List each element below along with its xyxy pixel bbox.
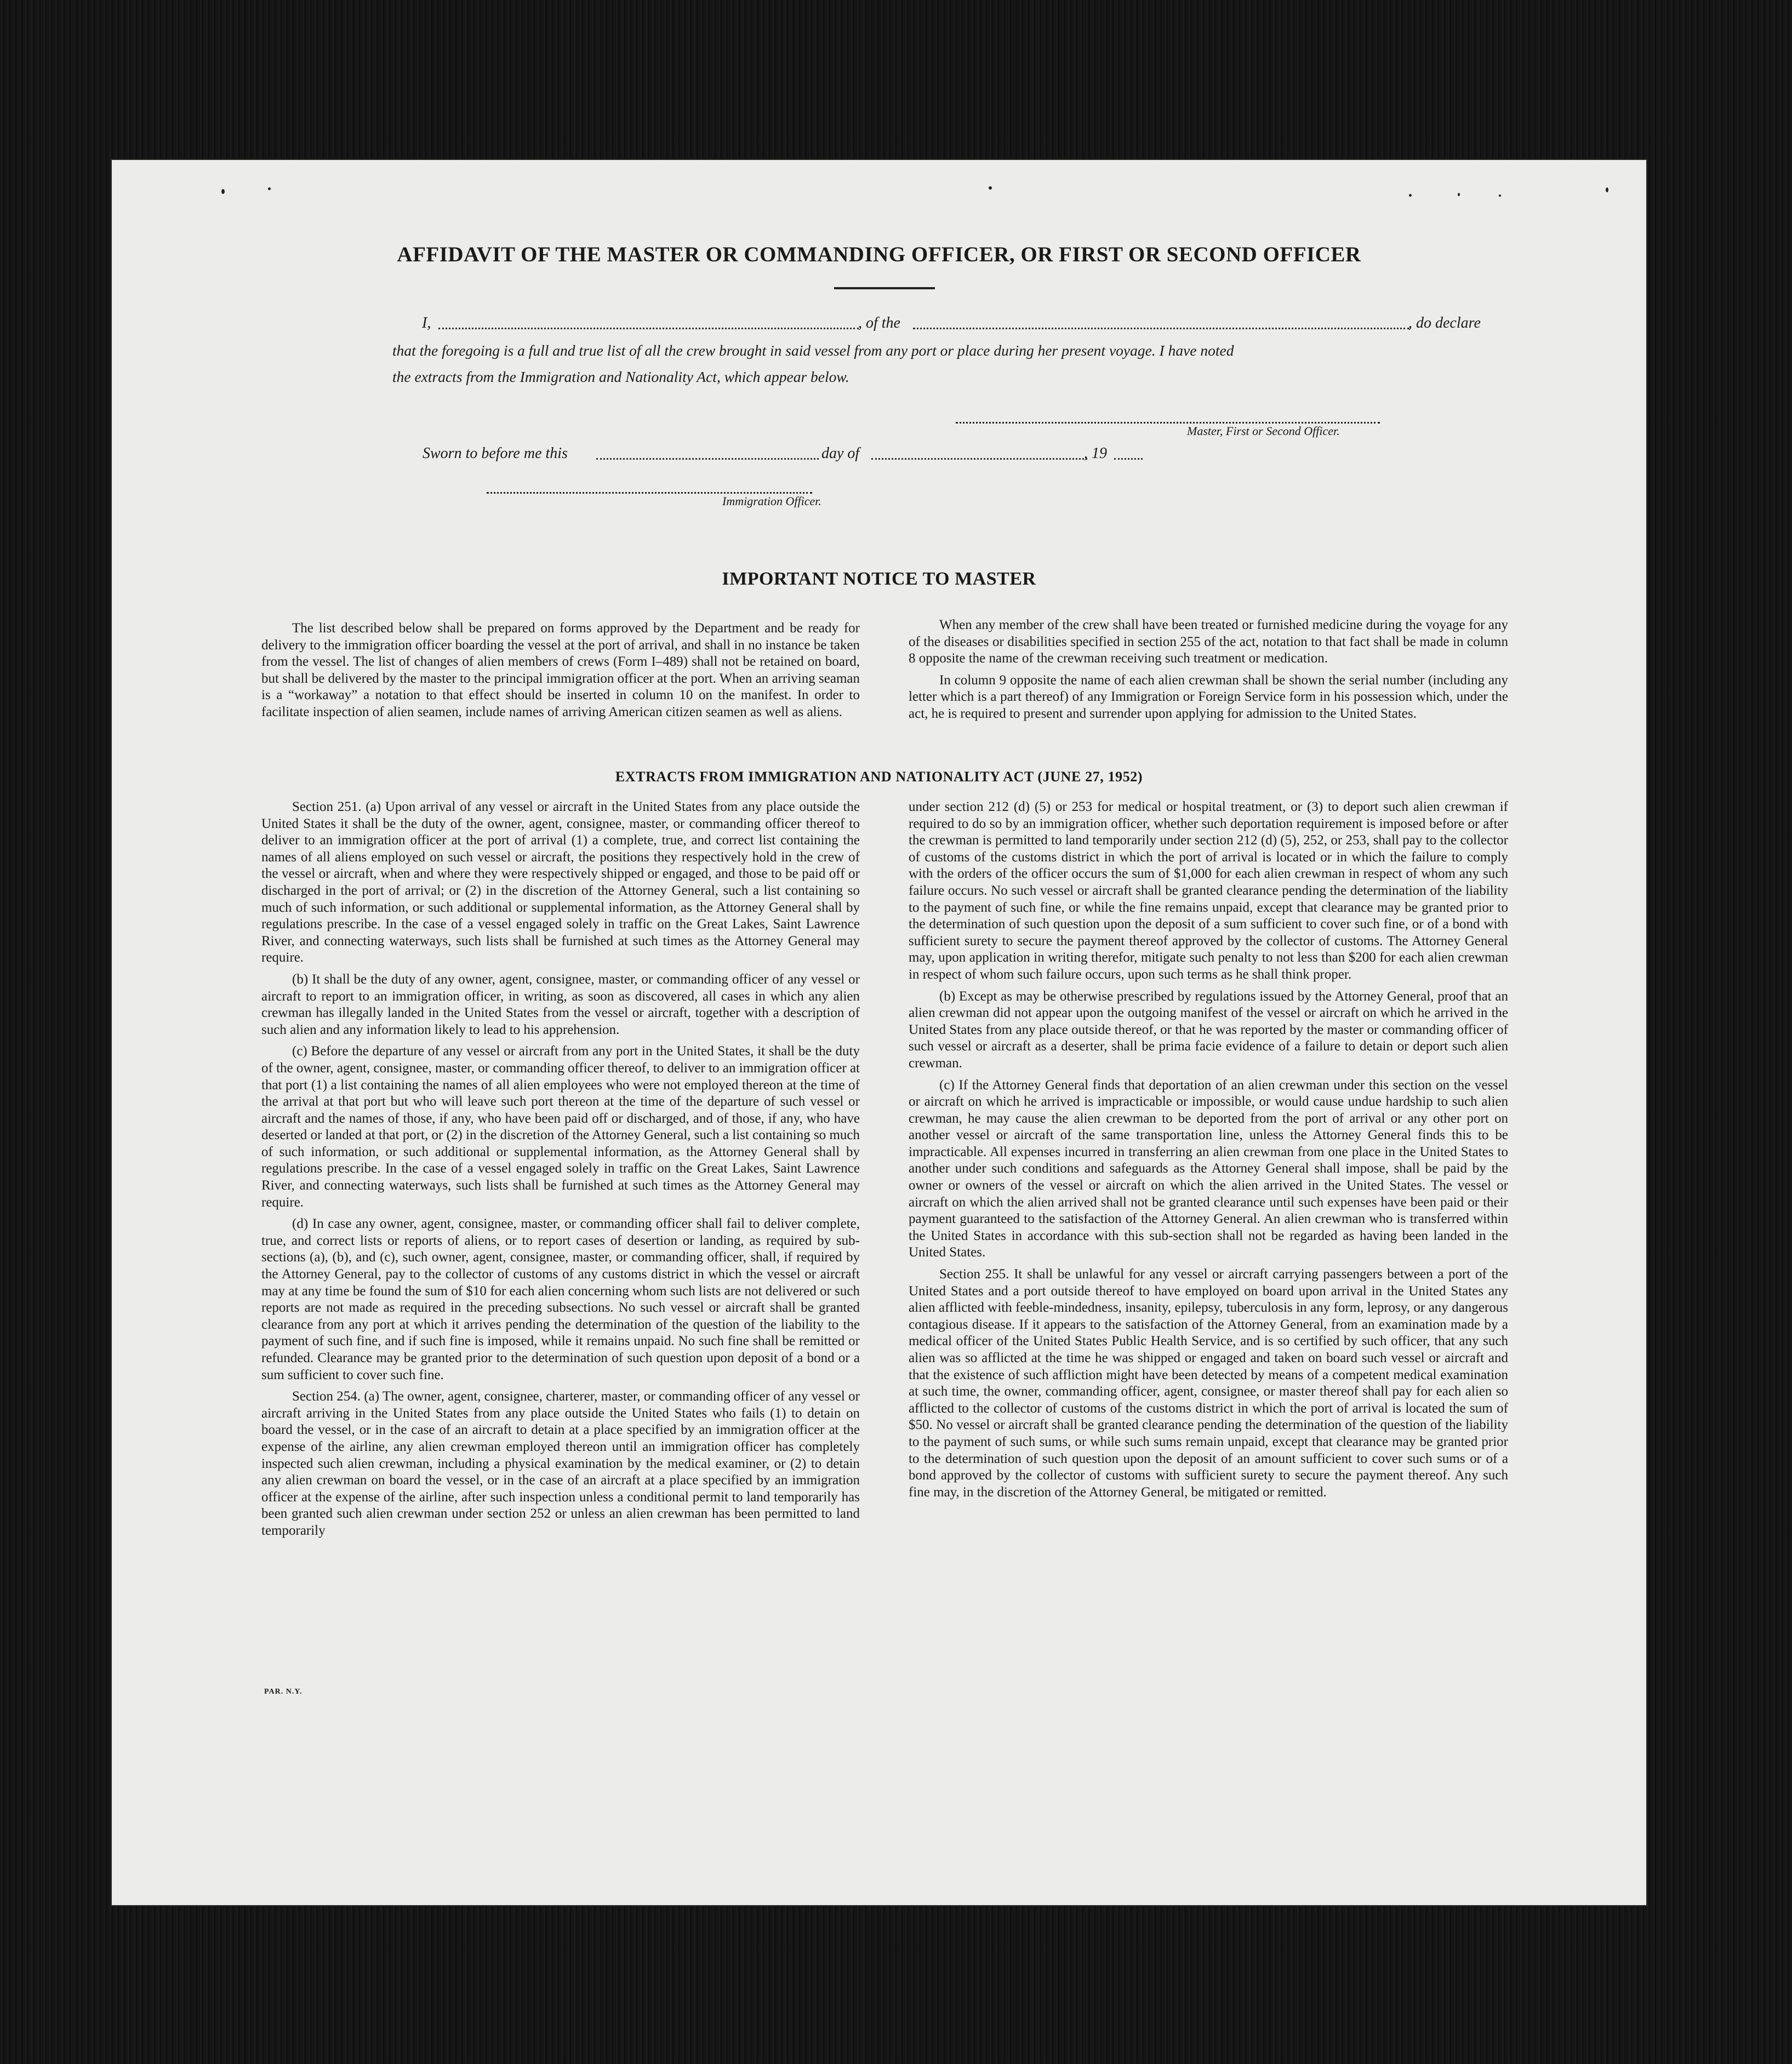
- statute-paragraph: under section 212 (d) (5) or 253 for medical or hospital treatment, or (3) to deport such alien crewman if required to do so by an immigration officer, whether such deportation requirement is imposed before or after the crewman is permitted to land temporarily under section 212 (d) (5), 252, or 253, shall pay to the collector of customs of the customs district in which the port of arrival is located or in which the failure to comply with the orders of the officer occurs the sum of $1,000 for each alien crewman in respect of whom any such failure occurs. No such vessel or aircraft shall be granted clearance pending the determination of the liability to the payment of such fine, or while the fine remains unpaid, except that clearance may be granted prior to the determination of such question upon the deposit of a sum sufficient to cover such fine, or of a bond with sufficient surety to secure the payment thereof approved by the collector of customs. The Attorney General may, upon application in writing therefor, mitigate such penalty to not less than $200 for each alien crewman in respect of whom such failure occurs, upon such terms as he shall think proper.: [909, 799, 1508, 982]
- scan-speck: [1458, 193, 1460, 196]
- master-signature-caption: Master, First or Second Officer.: [1187, 424, 1340, 438]
- extracts-left-column: [261, 799, 860, 1540]
- title-rule: [834, 287, 935, 289]
- master-signature-line[interactable]: [956, 422, 1380, 424]
- statute-paragraph: (b) Except as may be otherwise prescribed by regulations issued by the Attorney General, proof that an alien crewman did not appear upon the outgoing manifest of the vessel or aircraft on which he arrived in the United States from any place outside thereof, or that he was reported by the master or commanding officer of such vessel or aircraft as a deserter, shall be prima facie evidence of a failure to detain or deport such alien crewman.: [909, 988, 1508, 1071]
- of-the-label: , of the: [858, 315, 900, 331]
- statute-paragraph: Section 251. (a) Upon arrival of any vessel or aircraft in the United States from any place outside the United States it shall be the duty of the owner, agent, consignee, master, or commanding officer thereof to deliver to an immigration officer at the port of arrival (1) a complete, true, and correct list containing the names of all aliens employed on such vessel or aircraft, the positions they respectively hold in the crew of the vessel or aircraft, when and where they were respectively shipped or engaged, and those to be paid off or discharged in the port of arrival; or (2) in the discretion of the Attorney General, such a list containing so much of such information, or such additional or supplemental information, as the Attorney General shall by regulations prescribe. In the case of a vessel engaged solely in traffic on the Great Lakes, Saint Lawrence River, and connecting waterways, such lists shall be furnished at such times as the Attorney General may require.: [261, 799, 860, 965]
- scan-speck: [989, 186, 992, 190]
- document-page: [112, 160, 1646, 1905]
- extracts-heading: EXTRACTS FROM IMMIGRATION AND NATIONALITY ACT (JUNE 27, 1952): [615, 769, 1143, 785]
- scan-speck: [1499, 195, 1501, 197]
- statute-paragraph: Section 255. It shall be unlawful for any vessel or aircraft carrying passengers between a port of the United States and a port outside thereof to have employed on board upon arrival in the United States any alien afflicted with feeble-mindedness, insanity, epilepsy, tuberculosis in any form, leprosy, or any dangerous contagious disease. If it appears to the satisfaction of the Attorney General, from an examination made by a medical officer of the United States Public Health Service, and is so certified by such officer, that any such alien was so afflicted at the time he was shipped or engaged and taken on board such vessel or aircraft and that the existence of such affliction might have been detected by means of a competent medical examination at such time, the owner, commanding officer, agent, consignee, or master thereof shall pay for each alien so afflicted to the collector of customs of the customs district in which the port of arrival is located the sum of $50. No vessel or aircraft shall be granted clearance pending the determination of the question of the liability to the payment of such sums, or while such sums remain unpaid, except that clearance may be granted prior to the determination of such question upon the deposit of an amount sufficient to cover such sums or of a bond approved by the collector of customs with sufficient surety to secure the payment thereof. Any such fine may, in the discretion of the Attorney General, be mitigated or remitted.: [909, 1267, 1508, 1500]
- declaration-line-2: the extracts from the Immigration and Nationality Act, which appear below.: [392, 368, 849, 385]
- vessel-blank[interactable]: [913, 328, 1409, 329]
- affidavit-title: AFFIDAVIT OF THE MASTER OR COMMANDING OFFICER, OR FIRST OR SECOND OFFICER: [397, 243, 1361, 266]
- statute-paragraph: (b) It shall be the duty of any owner, agent, consignee, master, or commanding officer of any vessel or aircraft to report to an immigration officer, in writing, as soon as discovered, all cases in which any alien crewman has illegally landed in the United States from the vessel or aircraft, together with a description of such alien and any information likely to lead to his apprehension.: [261, 971, 860, 1037]
- year-label: , 19: [1084, 445, 1107, 462]
- extracts-right-column: [909, 799, 1508, 1501]
- i-label: I,: [422, 315, 431, 331]
- scan-speck: [268, 187, 271, 190]
- declaration-line-1: that the foregoing is a full and true list of all the crew brought in said vessel from any port or place during her present voyage. I have noted: [392, 342, 1234, 359]
- statute-paragraph: (c) If the Attorney General finds that deportation of an alien crewman under this section on the vessel or aircraft on which he arrived is impracticable or impossible, or would cause undue hardship to such alien crewman, he may cause the alien crewman to be deported from the port of arrival or any other port on another vessel or aircraft of the same transportation line, unless the Attorney General finds this to be impracticable. All expenses incurred in transferring an alien crewman from one place in the United States to another under such conditions and safeguards as the Attorney General shall impose, shall be paid by the owner or owners of the vessel or aircraft on which the alien arrived in the United States. The vessel or aircraft on which the alien arrived shall not be granted clearance until such expenses have been paid or their payment guaranteed to the satisfaction of the Attorney General. An alien crewman who is transferred within the United States in accordance with this sub-section shall not be regarded as having been landed in the United States.: [909, 1077, 1508, 1260]
- sworn-label: Sworn to before me this: [423, 445, 568, 462]
- sworn-year-blank[interactable]: [1114, 458, 1143, 460]
- scan-speck: [221, 189, 225, 194]
- immigration-officer-caption: Immigration Officer.: [722, 494, 821, 508]
- notice-paragraph: The list described below shall be prepared on forms approved by the Department and be ready for delivery to the immigration officer boarding the vessel at the port of arrival, and shall in no instance be taken from the vessel. The list of changes of alien members of crews (Form I–489) shall not be retained on board, but shall be delivered by the master to the principal immigration officer at the port. When an arriving seaman is a “workaway” a notation to that effect should be inserted in column 10 on the manifest. In order to facilitate inspection of alien seamen, include names of arriving American citizen seamen as well as aliens.: [261, 621, 860, 719]
- printer-mark: PAR. N.Y.: [264, 1688, 303, 1696]
- statute-paragraph: (d) In case any owner, agent, consignee, master, or commanding officer shall fail to deliver complete, true, and correct lists or reports of aliens, or to report cases of desertion or landing, as required by sub-sections (a), (b), and (c), such owner, agent, consignee, master, or commanding officer, shall, if required by the Attorney General, pay to the collector of customs of any customs district in which the vessel or aircraft may at any time be found the sum of $10 for each alien concerning whom such lists are not delivered or such reports are not made as required in the preceding subsections. No such vessel or aircraft shall be granted clearance from any port at which it arrives pending the determination of the question of the liability to the payment of such fine, and if such fine is imposed, while it remains unpaid. No such fine shall be remitted or refunded. Clearance may be granted prior to the determination of such question upon deposit of a bond or a sum sufficient to cover such fine.: [261, 1216, 860, 1382]
- notice-paragraph: When any member of the crew shall have been treated or furnished medicine during the voyage for any of the diseases or disabilities specified in section 255 of the act, notation to that fact shall be made in column 8 opposite the name of the crewman receiving such treatment or medication.: [909, 618, 1508, 666]
- notice-heading: IMPORTANT NOTICE TO MASTER: [722, 569, 1036, 589]
- sworn-month-blank[interactable]: [871, 458, 1087, 460]
- sworn-day-blank[interactable]: [596, 458, 819, 460]
- notice-right-column: [909, 617, 1508, 723]
- day-of-label: day of: [821, 445, 860, 462]
- do-declare-label: , do declare: [1408, 315, 1481, 331]
- statute-paragraph: (c) Before the departure of any vessel or aircraft from any port in the United States, it shall be the duty of the owner, agent, consignee, master, or commanding officer thereof, to deliver to an immigration officer at that port (1) a list containing the names of all alien employees who were not employed thereon at the time of the arrival at that port but who will leave such port thereon at the time of the departure of such vessel or aircraft and the names of those, if any, who have been paid off or discharged, and of those, if any, who have deserted or landed at that port, or (2) in the discretion of the Attorney General, such a list containing so much of such information, or such additional or supplemental information, as the Attorney General shall by regulations prescribe. In the case of a vessel engaged solely in traffic on the Great Lakes, Saint Lawrence River, and connecting waterways, such lists shall be furnished at such times as the Attorney General may require.: [261, 1044, 860, 1210]
- name-blank[interactable]: [438, 328, 859, 329]
- scan-speck: [1606, 187, 1608, 192]
- statute-paragraph: Section 254. (a) The owner, agent, consignee, charterer, master, or commanding officer of any vessel or aircraft arriving in the United States from any place outside the United States who fails (1) to detain on board the vessel, or in the case of an aircraft to detain at a place specified by an immigration officer at the expense of the airline, any alien crewman employed thereon until an immigration officer has completely inspected such alien crewman, including a physical examination by the medical examiner, or (2) to detain any alien crewman on board the vessel, or in the case of an aircraft at a place specified by an immigration officer at the expense of the airline, after such inspection unless a conditional permit to land temporarily has been granted such alien crewman under section 252 or unless an alien crewman has been permitted to land temporarily: [261, 1389, 860, 1538]
- scan-speck: [1409, 194, 1412, 197]
- notice-paragraph: In column 9 opposite the name of each alien crewman shall be shown the serial number (including any letter which is a part thereof) of any Immigration or Foreign Service form in his possession which, under the act, he is required to present and surrender upon applying for admission to the United States.: [909, 672, 1508, 721]
- immigration-officer-signature-line[interactable]: [487, 492, 812, 494]
- notice-left-column: [261, 620, 860, 721]
